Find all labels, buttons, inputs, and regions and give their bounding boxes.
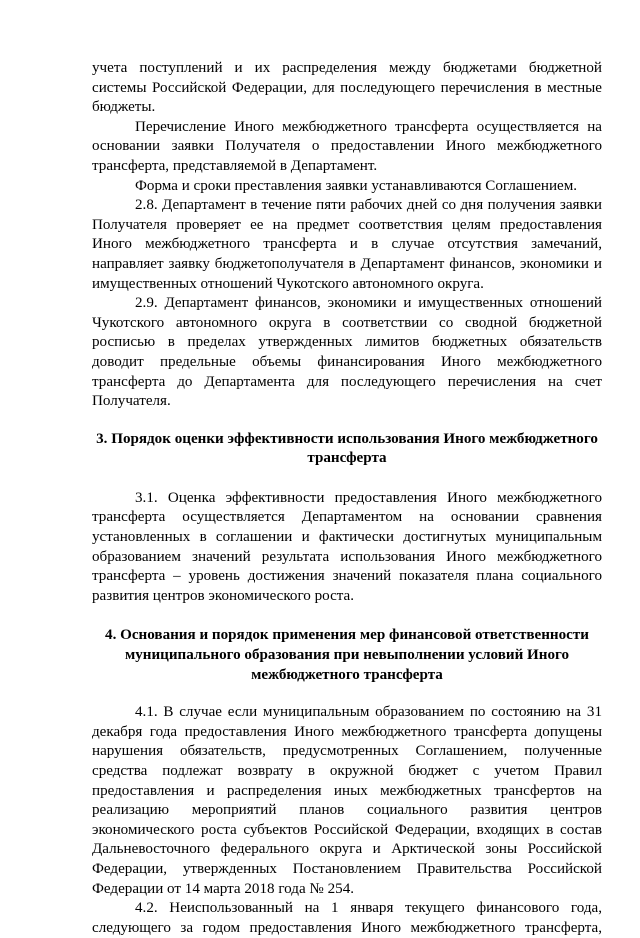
paragraph-application-form: Форма и сроки преставления заявки устанавливаются Соглашением.: [135, 177, 578, 194]
paragraph-3-1: 3.1. Оценка эффективности предоставления Иного межбюджетного трансферта осуществляется Департаментом на основании сравнения установленных в соглашении и фактически достигнутых муниципальным образованием значений результата использования Иного межбюджетного трансферта – уровень достижения значений показателя плана социального развития центров экономического роста.: [92, 489, 602, 604]
paragraph-4-1: 4.1. В случае если муниципальным образованием по состоянию на 31 декабря года предоставления Иного межбюджетного трансферта допущены нарушения обязательств, предусмотренных Соглашением, полученные средства подлежат возврату в окружной бюджет с учетом Правил предоставления и распределения иных межбюджетных трансфертов на реализацию мероприятий планов социального развития центров экономического роста субъектов Российской Федерации, входящих в состав Дальневосточного федерального округа и Арктической зоны Российской Федерации, утвержденных Постановлением Правительства Российской Федерации от 14 марта 2018 года № 254.: [92, 704, 602, 897]
paragraph-continuation: учета поступлений и их распределения между бюджетами бюджетной системы Российской Федерации, для последующего перечисления в местные бюджеты.: [92, 60, 602, 116]
paragraph-4-2: 4.2. Неиспользованный на 1 января текущего финансового года, следующего за годом предоставления Иного межбюджетного трансферта,: [92, 900, 602, 936]
section-4-heading-line3: межбюджетного трансферта: [251, 666, 443, 683]
document-body: [92, 59, 602, 938]
section-4-heading: [92, 626, 602, 685]
paragraph-2-9: 2.9. Департамент финансов, экономики и имущественных отношений Чукотского автономного округа в соответствии со сводной бюджетной росписью в пределах утвержденных лимитов бюджетных обязательств доводит предельные объемы финансирования Иного межбюджетного трансферта до Департамента для последующего перечисления на счет Получателя.: [92, 295, 602, 410]
section-4-heading-line1: 4. Основания и порядок применения мер финансовой ответственности: [105, 627, 589, 644]
section-3-heading-line2: трансферта: [307, 450, 387, 467]
paragraph-2-8: 2.8. Департамент в течение пяти рабочих дней со дня получения заявки Получателя проверяет ее на предмет соответствия целям предоставления Иного межбюджетного трансферта и в случае отсутствия замечаний, направляет заявку бюджетополучателя в Департамент финансов, экономики и имущественных отношений Чукотского автономного округа.: [92, 197, 602, 292]
section-3-heading: [92, 430, 602, 469]
section-3-heading-line1: 3. Порядок оценки эффективности использования Иного межбюджетного: [96, 430, 598, 447]
section-4-heading-line2: муниципального образования при невыполнении условий Иного: [124, 647, 570, 664]
paragraph-transfer-basis: Перечисление Иного межбюджетного трансферта осуществляется на основании заявки Получателя о предоставлении Иного межбюджетного трансферта, представляемой в Департамент.: [92, 118, 602, 174]
